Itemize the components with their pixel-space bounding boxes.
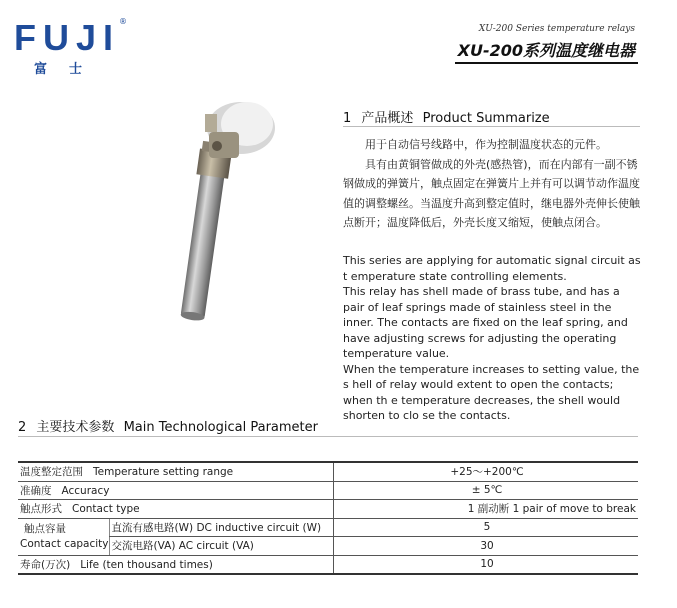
table-row bbox=[18, 537, 638, 556]
section2-rule bbox=[18, 436, 638, 437]
summary-en-paragraph: This series are applying for automatic signal circuit as t emperature state controlling elements. bbox=[343, 254, 641, 283]
parameter-table bbox=[18, 461, 638, 575]
capacity-label-cn: 触点容量 bbox=[24, 522, 66, 535]
section1-title-cn: 产品概述 bbox=[361, 111, 414, 126]
param-value: 1 副动断 1 pair of move to break bbox=[334, 500, 639, 519]
param-label-en: Contact type bbox=[72, 503, 140, 516]
section2-title-cn: 主要技术参数 bbox=[36, 420, 115, 435]
header-divider bbox=[455, 62, 638, 64]
section1-heading bbox=[343, 107, 550, 126]
section2-heading bbox=[18, 416, 318, 435]
param-value: 10 bbox=[334, 555, 639, 574]
summary-en bbox=[343, 253, 643, 424]
param-label bbox=[18, 462, 334, 481]
param-value: +25～+200℃ bbox=[334, 462, 639, 481]
summary-en-paragraph: This relay has shell made of brass tube, and has a pair of leaf springs made of stainless steel in the inner. The contacts are fixed on the leaf spring, and have adjusting screws for adjusting the operating temperature value. bbox=[343, 285, 628, 360]
section1-number: 1 bbox=[343, 111, 352, 126]
param-label bbox=[18, 481, 334, 500]
section1-title-en: Product Summarize bbox=[422, 111, 550, 126]
dc-circuit-value: 5 bbox=[334, 518, 639, 537]
header-subtitle: XU-200 Series temperature relays bbox=[478, 24, 635, 34]
param-label bbox=[18, 500, 334, 519]
param-label-cn: 寿命(万次) bbox=[20, 558, 71, 571]
summary-cn-paragraph: 具有由黄铜管做成的外壳(感热管)，而在内部有一副不锈钢做成的弹簧片，触点固定在弹簧片上并有可以调节动作温度值的调整螺丝。当温度升高到整定值时，继电器外壳伸长使触点断开；温度降低后，外壳长度又缩短，使触点闭合。 bbox=[343, 157, 640, 229]
table-row bbox=[18, 500, 638, 519]
param-value: ± 5℃ bbox=[334, 481, 639, 500]
ac-circuit-label: 交流电路(VA) AC circuit (VA) bbox=[109, 537, 333, 556]
capacity-label-en: Contact capacity bbox=[20, 537, 109, 550]
section1-rule bbox=[343, 126, 640, 127]
dc-circuit-label: 直流有感电路(W) DC inductive circuit (W) bbox=[109, 518, 333, 537]
product-photo bbox=[165, 88, 285, 326]
param-label-cn: 触点形式 bbox=[20, 503, 62, 516]
param-label-en: Temperature setting range bbox=[93, 466, 234, 479]
capacity-label bbox=[18, 518, 109, 555]
param-label-cn: 温度整定范围 bbox=[20, 466, 83, 479]
logo-brand-cn: 富士 bbox=[34, 62, 105, 77]
logo-brand-en: FUJI bbox=[14, 17, 121, 58]
ac-circuit-value: 30 bbox=[334, 537, 639, 556]
registered-mark: ® bbox=[119, 17, 127, 26]
table-row bbox=[18, 518, 638, 537]
summary-en-paragraph: When the temperature increases to setting value, the s hell of relay would extent to open the contacts; when th e temperature decreases, the shell would shorten to clo se the contacts. bbox=[343, 362, 640, 422]
param-label bbox=[18, 555, 334, 574]
table-row bbox=[18, 462, 638, 481]
header-title: XU-200系列温度继电器 bbox=[457, 41, 635, 60]
section2-title-en: Main Technological Parameter bbox=[123, 420, 318, 435]
table-row bbox=[18, 555, 638, 574]
param-label-en: Life (ten thousand times) bbox=[80, 558, 213, 571]
param-label-cn: 准确度 bbox=[20, 484, 52, 497]
table-row bbox=[18, 481, 638, 500]
summary-cn-paragraph: 用于自动信号线路中，作为控制温度状态的元件。 bbox=[365, 138, 607, 151]
section2-number: 2 bbox=[18, 420, 27, 435]
summary-cn bbox=[343, 135, 640, 233]
param-label-en: Accuracy bbox=[61, 484, 110, 497]
